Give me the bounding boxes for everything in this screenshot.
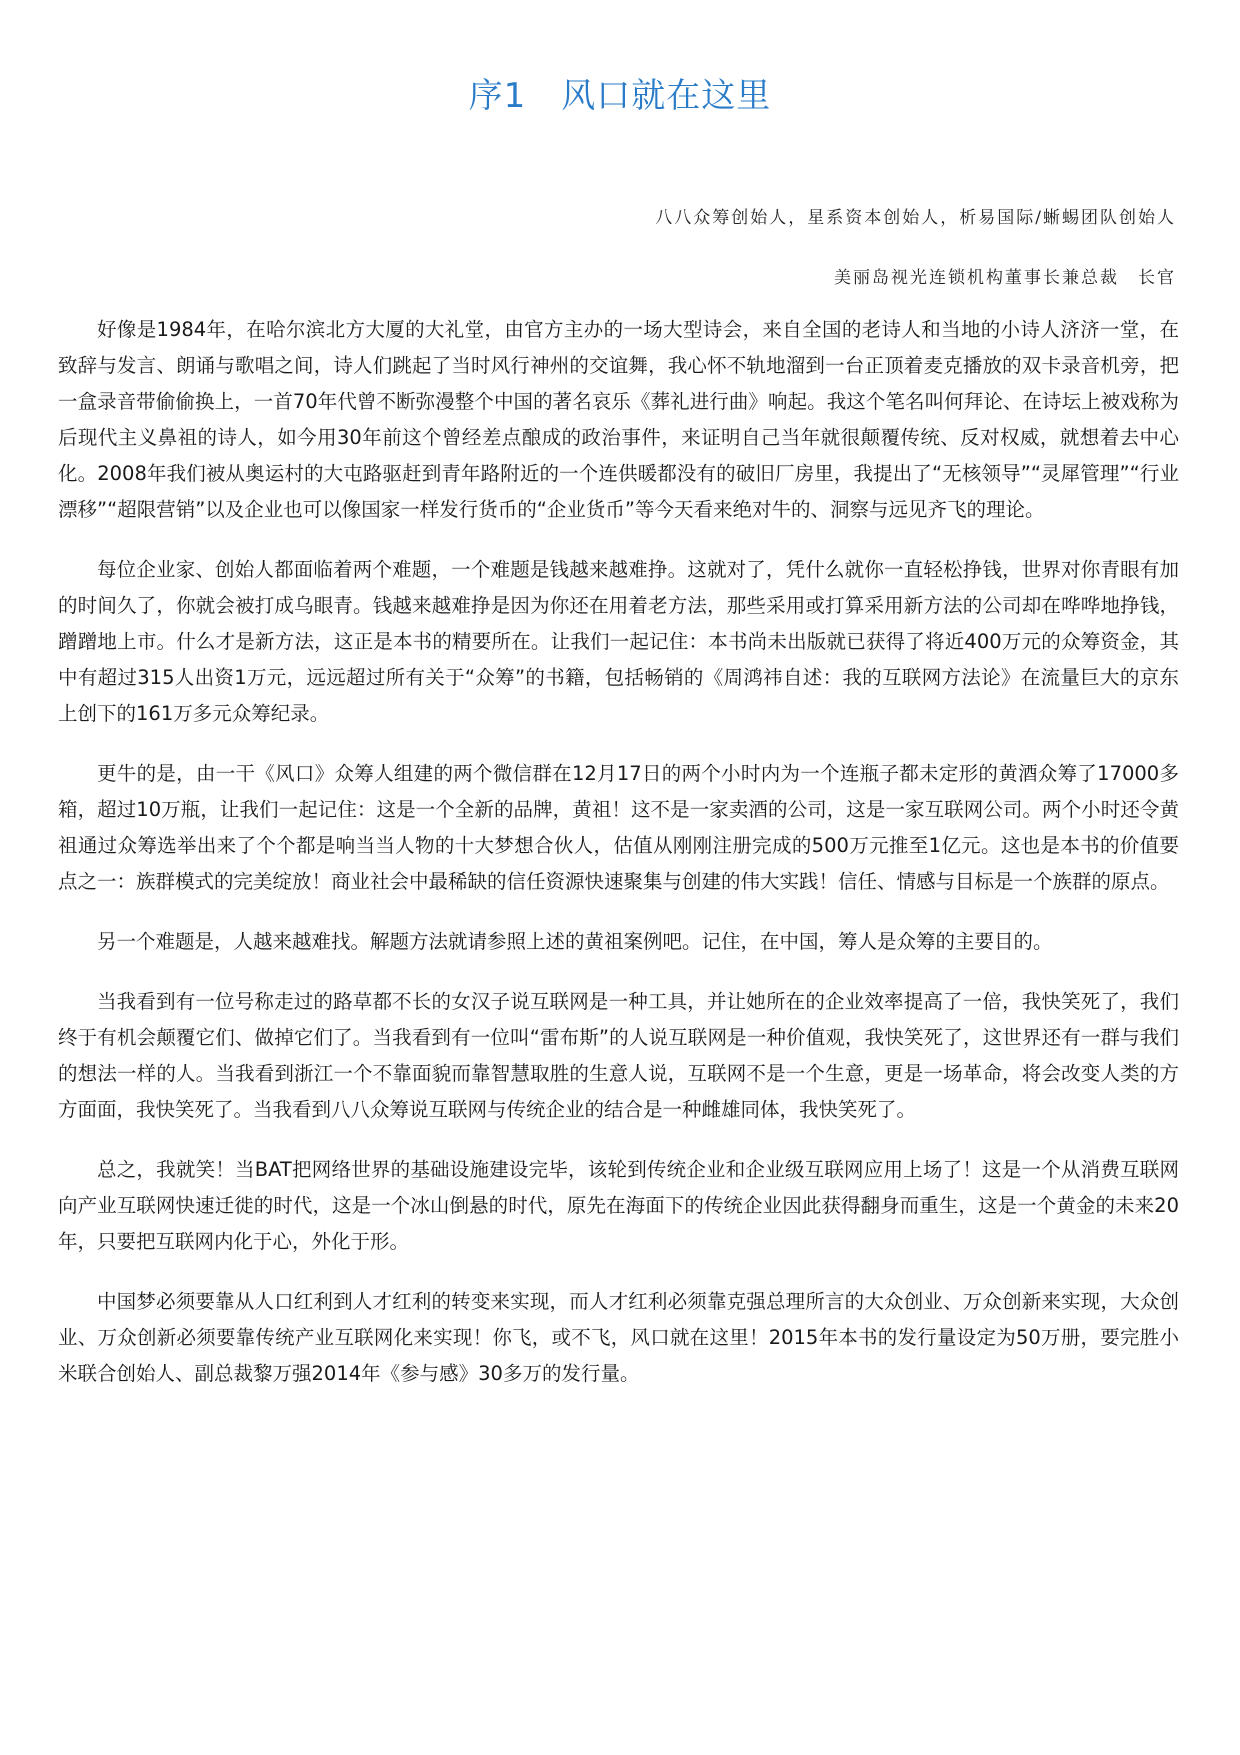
paragraph-5: 当我看到有一位号称走过的路草都不长的女汉子说互联网是一种工具，并让她所在的企业效率提高了一倍，我快笑死了，我们终于有机会颠覆它们、做掉它们了。当我看到有一位叫“雷布斯”的人说互联网是一种价值观，我快笑死了，这世界还有一群与我们的想法一样的人。当我看到浙江一个不靠面貌而靠智慧取胜的生意人说，互联网不是一个生意，更是一场革命，将会改变人类的方方面面，我快笑死了。当我看到八八众筹说互联网与传统企业的结合是一种雌雄同体，我快笑死了。 xyxy=(58,990,1179,1121)
body-text xyxy=(58,312,1179,1416)
paragraph-1: 好像是1984年，在哈尔滨北方大厦的大礼堂，由官方主办的一场大型诗会，来自全国的老诗人和当地的小诗人济济一堂，在致辞与发言、朗诵与歌唱之间，诗人们跳起了当时风行神州的交谊舞，我心怀不轨地溜到一台正顶着麦克播放的双卡录音机旁，把一盒录音带偷偷换上，一首70年代曾不断弥漫整个中国的著名哀乐《葬礼进行曲》响起。我这个笔名叫何拜论、在诗坛上被戏称为后现代主义鼻祖的诗人，如今用30年前这个曾经差点酿成的政治事件，来证明自己当年就很颠覆传统、反对权威，就想着去中心化。2008年我们被从奥运村的大屯路驱赶到青年路附近的一个连供暖都没有的破旧厂房里，我提出了“无核领导”“灵犀管理”“行业漂移”“超限营销”以及企业也可以像国家一样发行货币的“企业货币”等今天看来绝对牛的、洞察与远见齐飞的理论。 xyxy=(58,318,1179,521)
paragraph-3: 更牛的是，由一干《风口》众筹人组建的两个微信群在12月17日的两个小时内为一个连瓶子都未定形的黄酒众筹了17000多箱，超过10万瓶，让我们一起记住：这是一个全新的品牌，黄祖！这不是一家卖酒的公司，这是一家互联网公司。两个小时还令黄祖通过众筹选举出来了个个都是响当当人物的十大梦想合伙人，估值从刚刚注册完成的500万元推至1亿元。这也是本书的价值要点之一：族群模式的完美绽放！商业社会中最稀缺的信任资源快速聚集与创建的伟大实践！信任、情感与目标是一个族群的原点。 xyxy=(58,762,1179,893)
paragraph-7: 中国梦必须要靠从人口红利到人才红利的转变来实现，而人才红利必须靠克强总理所言的大众创业、万众创新来实现，大众创业、万众创新必须要靠传统产业互联网化来实现！你飞，或不飞，风口就在这里！2015年本书的发行量设定为50万册，要完胜小米联合创始人、副总裁黎万强2014年《参与感》30多万的发行量。 xyxy=(58,1290,1179,1385)
page-title: 序1 风口就在这里 xyxy=(468,76,772,116)
paragraph-4: 另一个难题是，人越来越难找。解题方法就请参照上述的黄祖案例吧。记住，在中国，筹人是众筹的主要目的。 xyxy=(97,930,1053,953)
author-name-line: 美丽岛视光连锁机构董事长兼总裁 长官 xyxy=(834,268,1176,288)
paragraph-2: 每位企业家、创始人都面临着两个难题，一个难题是钱越来越难挣。这就对了，凭什么就你一直轻松挣钱，世界对你青眼有加的时间久了，你就会被打成乌眼青。钱越来越难挣是因为你还在用着老方法，那些采用或打算采用新方法的公司却在哗哗地挣钱，蹭蹭地上市。什么才是新方法，这正是本书的精要所在。让我们一起记住：本书尚未出版就已获得了将近400万元的众筹资金，其中有超过315人出资1万元，远远超过所有关于“众筹”的书籍，包括畅销的《周鸿祎自述：我的互联网方法论》在流量巨大的京东上创下的161万多元众筹纪录。 xyxy=(58,558,1179,725)
author-affiliation-line: 八八众筹创始人，星系资本创始人，析易国际/蜥蜴团队创始人 xyxy=(655,208,1176,228)
paragraph-6: 总之，我就笑！当BAT把网络世界的基础设施建设完毕，该轮到传统企业和企业级互联网应用上场了！这是一个从消费互联网向产业互联网快速迁徙的时代，这是一个冰山倒悬的时代，原先在海面下的传统企业因此获得翻身而重生，这是一个黄金的未来20年，只要把互联网内化于心，外化于形。 xyxy=(58,1158,1179,1253)
